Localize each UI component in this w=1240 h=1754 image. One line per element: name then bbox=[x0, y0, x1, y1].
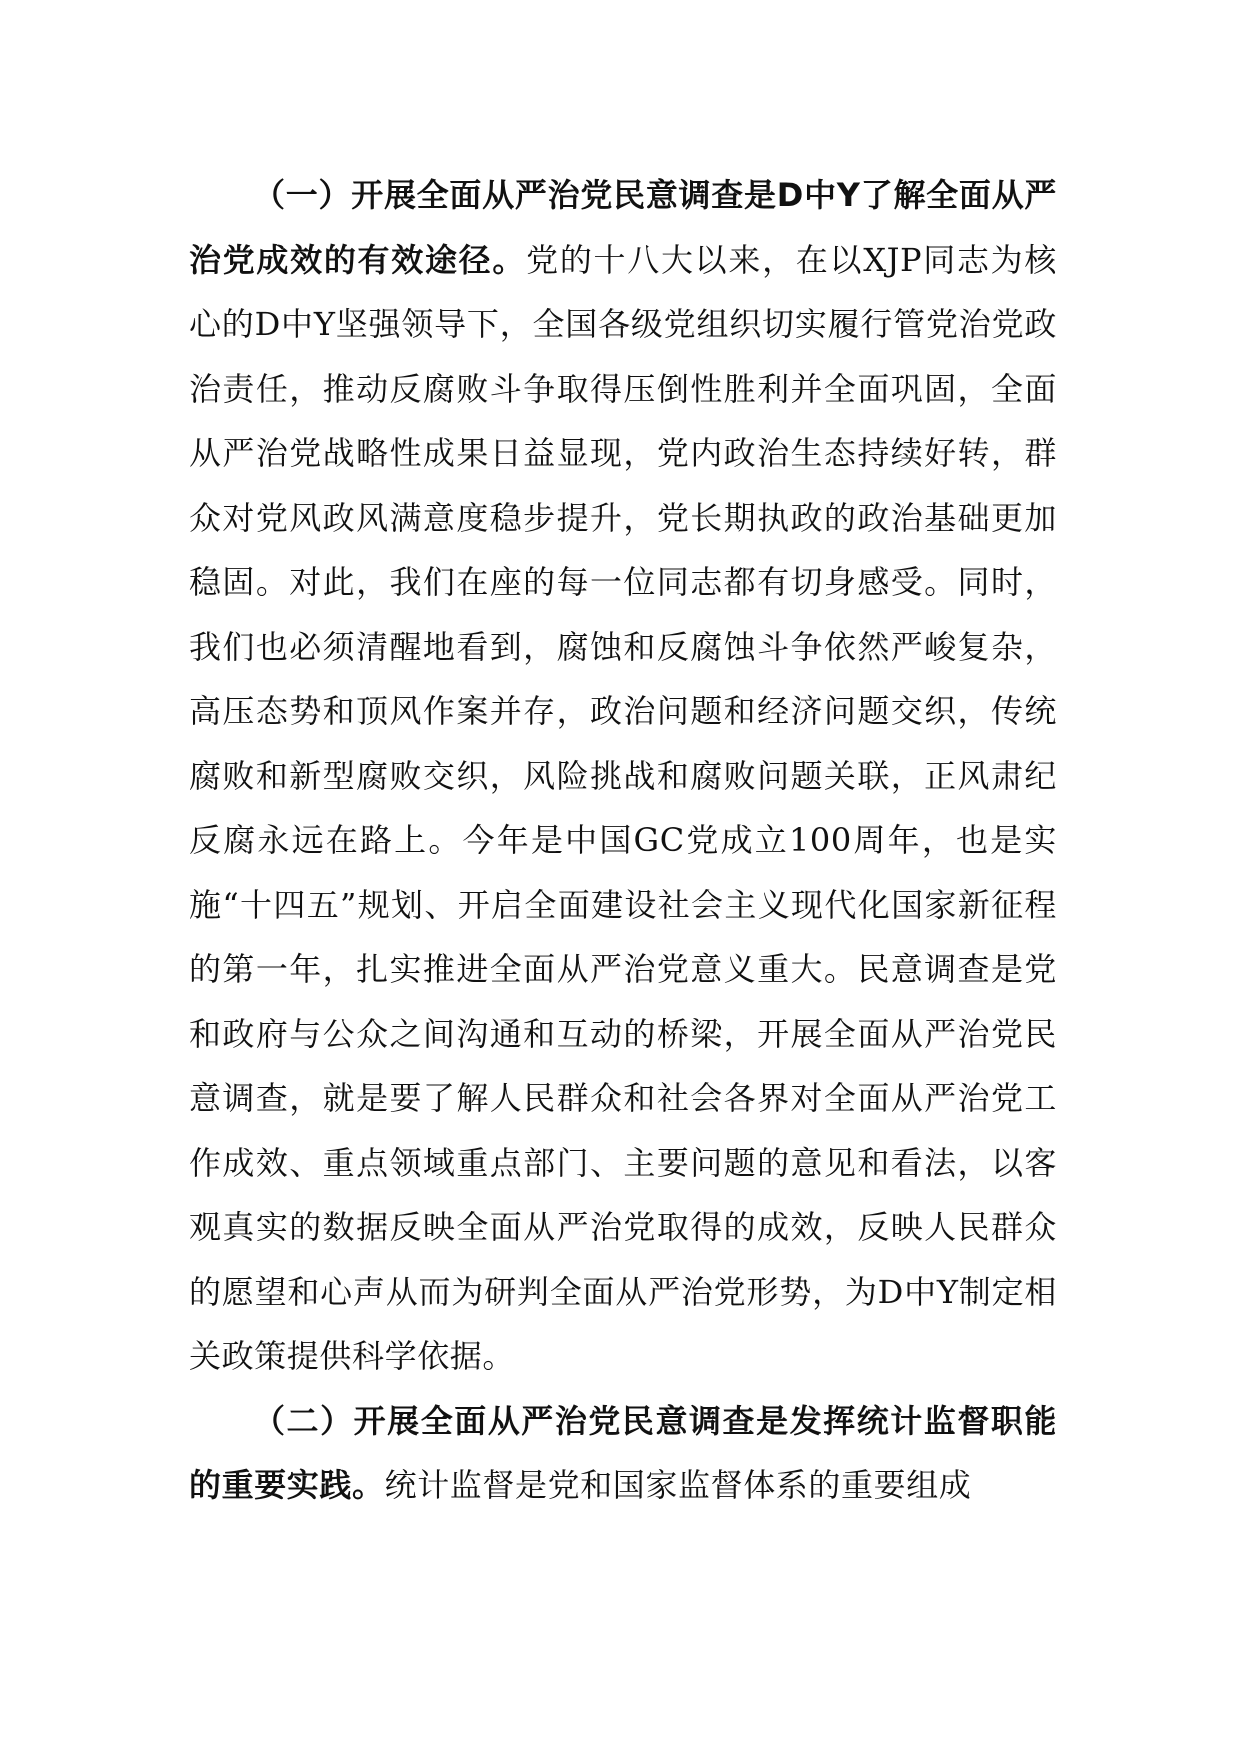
document-page bbox=[189, 163, 1057, 1518]
paragraph-2-heading: （二）开展全面从严治党民意调查是发挥统计监督职能的重要实践。 bbox=[189, 1401, 1057, 1504]
paragraph-1-body: 党的十八大以来，在以XJP同志为核心的D中Y坚强领导下，全国各级党组织切实履行管党治党政治责任，推动反腐败斗争取得压倒性胜利并全面巩固，全面从严治党战略性成果日益显现，党内政治生态持续好转，群众对党风政风满意度稳步提升，党长期执政的政治基础更加稳固。对此，我们在座的每一位同志都有切身感受。同时，我们也必须清醒地看到，腐蚀和反腐蚀斗争依然严峻复杂，高压态势和顶风作案并存，政治问题和经济问题交织，传统腐败和新型腐败交织，风险挑战和腐败问题关联，正风肃纪反腐永远在路上。今年是中国GC党成立100周年，也是实施“十四五”规划、开启全面建设社会主义现代化国家新征程的第一年，扎实推进全面从严治党意义重大。民意调查是党和政府与公众之间沟通和互动的桥梁，开展全面从严治党民意调查，就是要了解人民群众和社会各界对全面从严治党工作成效、重点领域重点部门、主要问题的意见和看法，以客观真实的数据反映全面从严治党取得的成效，反映人民群众的愿望和心声从而为研判全面从严治党形势，为D中Y制定相关政策提供科学依据。 bbox=[189, 240, 1057, 1375]
paragraph-1-heading: （一）开展全面从严治党民意调查是D中Y了解全面从严治党成效的有效途径。 bbox=[189, 176, 1057, 279]
paragraph-1 bbox=[189, 163, 1057, 1389]
paragraph-2 bbox=[189, 1389, 1057, 1518]
paragraph-2-body: 统计监督是党和国家监督体系的重要组成 bbox=[384, 1466, 972, 1504]
